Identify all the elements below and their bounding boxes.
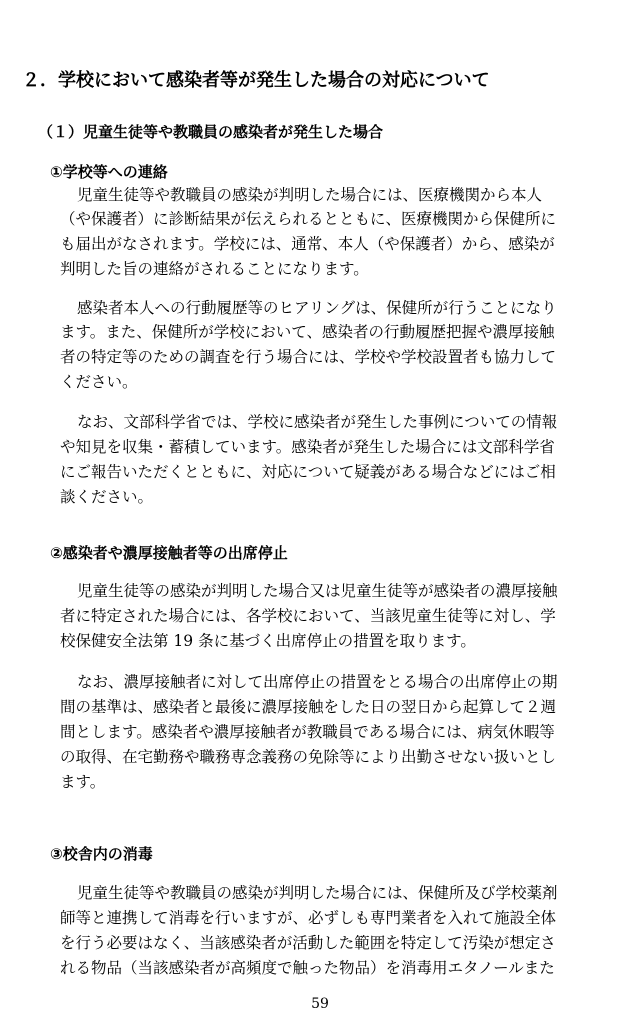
text-line: 者に特定された場合には、各学校において、当該児童生徒等に対し、学 — [60, 607, 556, 625]
text-line: 談ください。 — [60, 488, 154, 506]
text-line: の取得、在宅勤務や職務専念義務の免除等により出勤させない扱いとし — [60, 748, 557, 766]
text-line: 間とします。感染者や濃厚接触者が教職員である場合には、病気休暇等 — [60, 723, 555, 741]
text-line: や知見を収集・蓄積しています。感染者が発生した場合には文部科学省 — [60, 438, 555, 456]
text-line: なお、文部科学省では、学校に感染者が発生した事例についての情報 — [77, 413, 558, 431]
text-line: 間の基準は、感染者と最後に濃厚接触をした日の翌日から起算して２週 — [60, 698, 557, 716]
text-line: なお、濃厚接触者に対して出席停止の措置をとる場合の出席停止の期 — [77, 673, 558, 691]
text-line: も届出がなされます。学校には、通常、本人（や保護者）から、感染が — [60, 235, 555, 253]
text-line: 児童生徒等の感染が判明した場合又は児童生徒等が感染者の濃厚接触 — [77, 582, 558, 600]
text-line: 判明した旨の連絡がされることになります。 — [60, 260, 369, 278]
section-heading: ２．学校において感染者等が発生した場合の対応について — [22, 70, 490, 91]
text-line: れる物品（当該感染者が高頻度で触った物品）を消毒用エタノールまた — [60, 959, 555, 977]
text-line: 児童生徒等や教職員の感染が判明した場合には、医療機関から本人 — [77, 186, 543, 204]
text-line: 師等と連携して消毒を行いますが、必ずしも専門業者を入れて施設全体 — [60, 909, 557, 927]
text-line: 感染者本人への行動履歴等のヒアリングは、保健所が行うことになり — [77, 299, 557, 317]
item-heading-attendance-suspension: ②感染者や濃厚接触者等の出席停止 — [50, 544, 288, 562]
item-heading-disinfection: ③校舎内の消毒 — [50, 845, 153, 863]
text-line: ください。 — [60, 373, 138, 391]
subsection-heading: （１）児童生徒等や教職員の感染者が発生した場合 — [38, 123, 384, 141]
text-line: 者の特定等のための調査を行う場合には、学校や学校設置者も協力して — [60, 348, 557, 366]
text-line: （や保護者）に診断結果が伝えられるとともに、医療機関から保健所に — [60, 210, 557, 228]
text-line: にご報告いただくとともに、対応について疑義がある場合などにはご相 — [60, 463, 556, 481]
text-line: 校保健安全法第 19 条に基づく出席停止の措置を取ります。 — [60, 632, 476, 650]
item-heading-school-contact: ①学校等への連絡 — [50, 163, 168, 181]
text-line: 児童生徒等や教職員の感染が判明した場合には、保健所及び学校薬剤 — [77, 884, 558, 902]
text-line: ます。また、保健所が学校において、感染者の行動履歴把握や濃厚接触 — [60, 323, 555, 341]
text-line: ます。 — [60, 773, 106, 791]
page-number: 59 — [311, 996, 329, 1012]
text-line: を行う必要はなく、当該感染者が活動した範囲を特定して汚染が想定さ — [60, 934, 556, 952]
